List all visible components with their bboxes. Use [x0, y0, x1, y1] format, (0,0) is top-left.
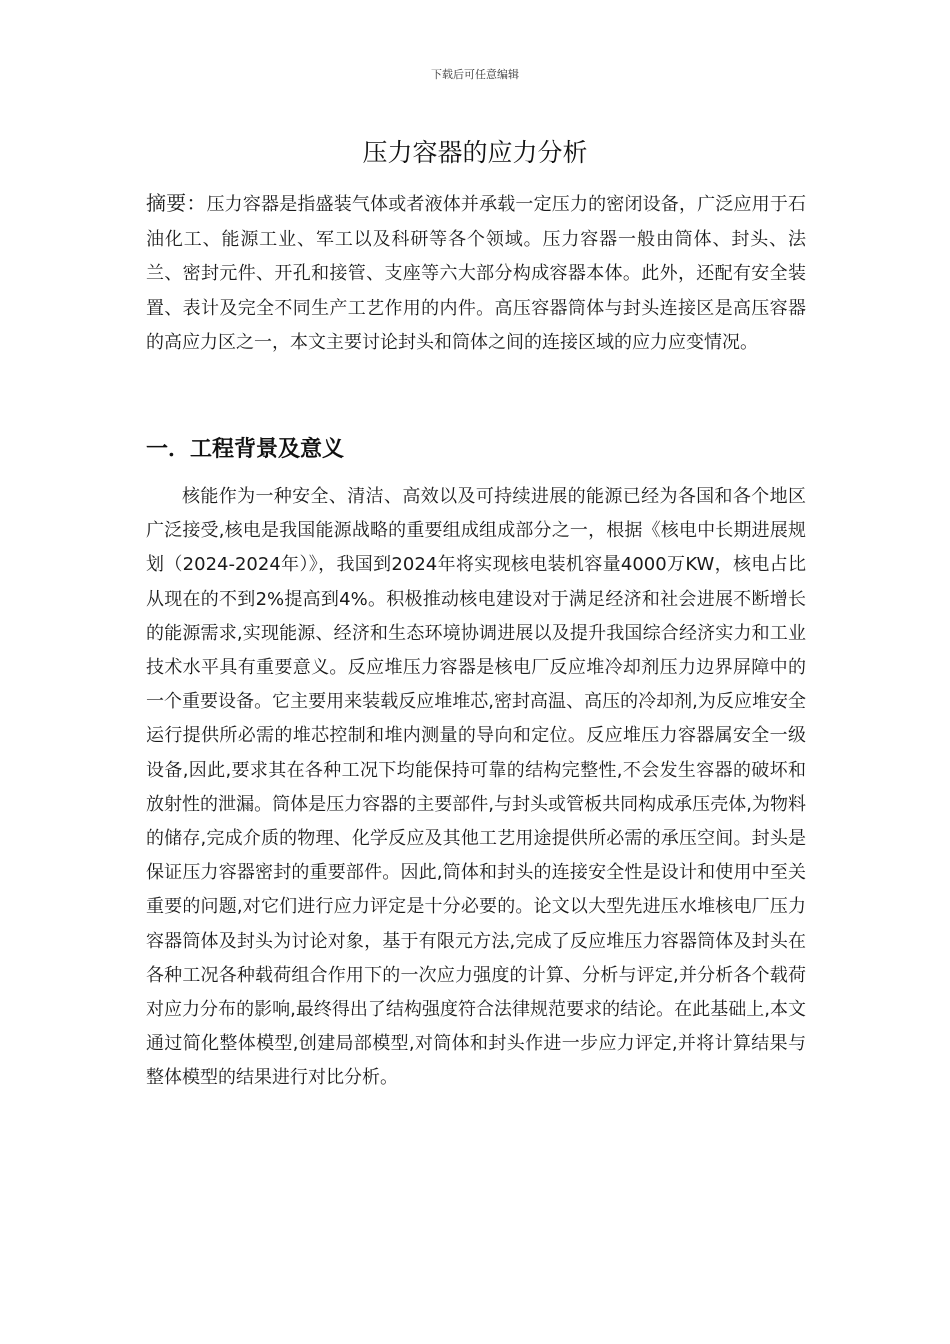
header-note: 下载后可任意编辑 [431, 68, 519, 81]
section-heading: 一．工程背景及意义 [146, 437, 345, 462]
body-paragraph: 核能作为一种安全、清洁、高效以及可持续进展的能源已经为各国和各个地区广泛接受,核电是我国能源战略的重要组成组成部分之一，根据《核电中长期进展规划（2024-2024年）》，我国到2024年将实现核电装机容量4000万KW，核电占比从现在的不到2%提高到4%。积极推动核电建设对于满足经济和社会进展不断增长的能源需求,实现能源、经济和生态环境协调进展以及提升我国综合经济实力和工业技术水平具有重要意义。反应堆压力容器是核电厂反应堆冷却剂压力边界屏障中的一个重要设备。它主要用来装载反应堆堆芯,密封高温、高压的冷却剂,为反应堆安全运行提供所必需的堆芯控制和堆内测量的导向和定位。反应堆压力容器属安全一级设备,因此,要求其在各种工况下均能保持可靠的结构完整性,不会发生容器的破坏和放射性的泄漏。筒体是压力容器的主要部件,与封头或管板共同构成承压壳体,为物料的储存,完成介质的物理、化学反应及其他工艺用途提供所必需的承压空间。封头是保证压力容器密封的重要部件。因此,筒体和封头的连接安全性是设计和使用中至关重要的问题,对它们进行应力评定是十分必要的。论文以大型先进压水堆核电厂压力容器筒体及封头为讨论对象，基于有限元方法,完成了反应堆压力容器筒体及封头在各种工况各种载荷组合作用下的一次应力强度的计算、分析与评定,并分析各个载荷对应力分布的影响,最终得出了结构强度符合法律规范要求的结论。在此基础上,本文通过简化整体模型,创建局部模型,对筒体和封头作进一步应力评定,并将计算结果与整体模型的结果进行对比分析。 [146, 486, 806, 1089]
abstract-text: 压力容器是指盛装气体或者液体并承载一定压力的密闭设备，广泛应用于石油化工、能源工业、军工以及科研等各个领域。压力容器一般由筒体、封头、法兰、密封元件、开孔和接管、支座等六大部分构成容器本体。此外，还配有安全装置、表计及完全不同生产工艺作用的内件。高压容器筒体与封头连接区是高压容器的高应力区之一，本文主要讨论封头和筒体之间的连接区域的应力应变情况。 [146, 194, 806, 353]
document-title: 压力容器的应力分析 [362, 138, 588, 167]
abstract-paragraph [146, 186, 806, 361]
abstract-label: 摘要： [146, 191, 207, 215]
